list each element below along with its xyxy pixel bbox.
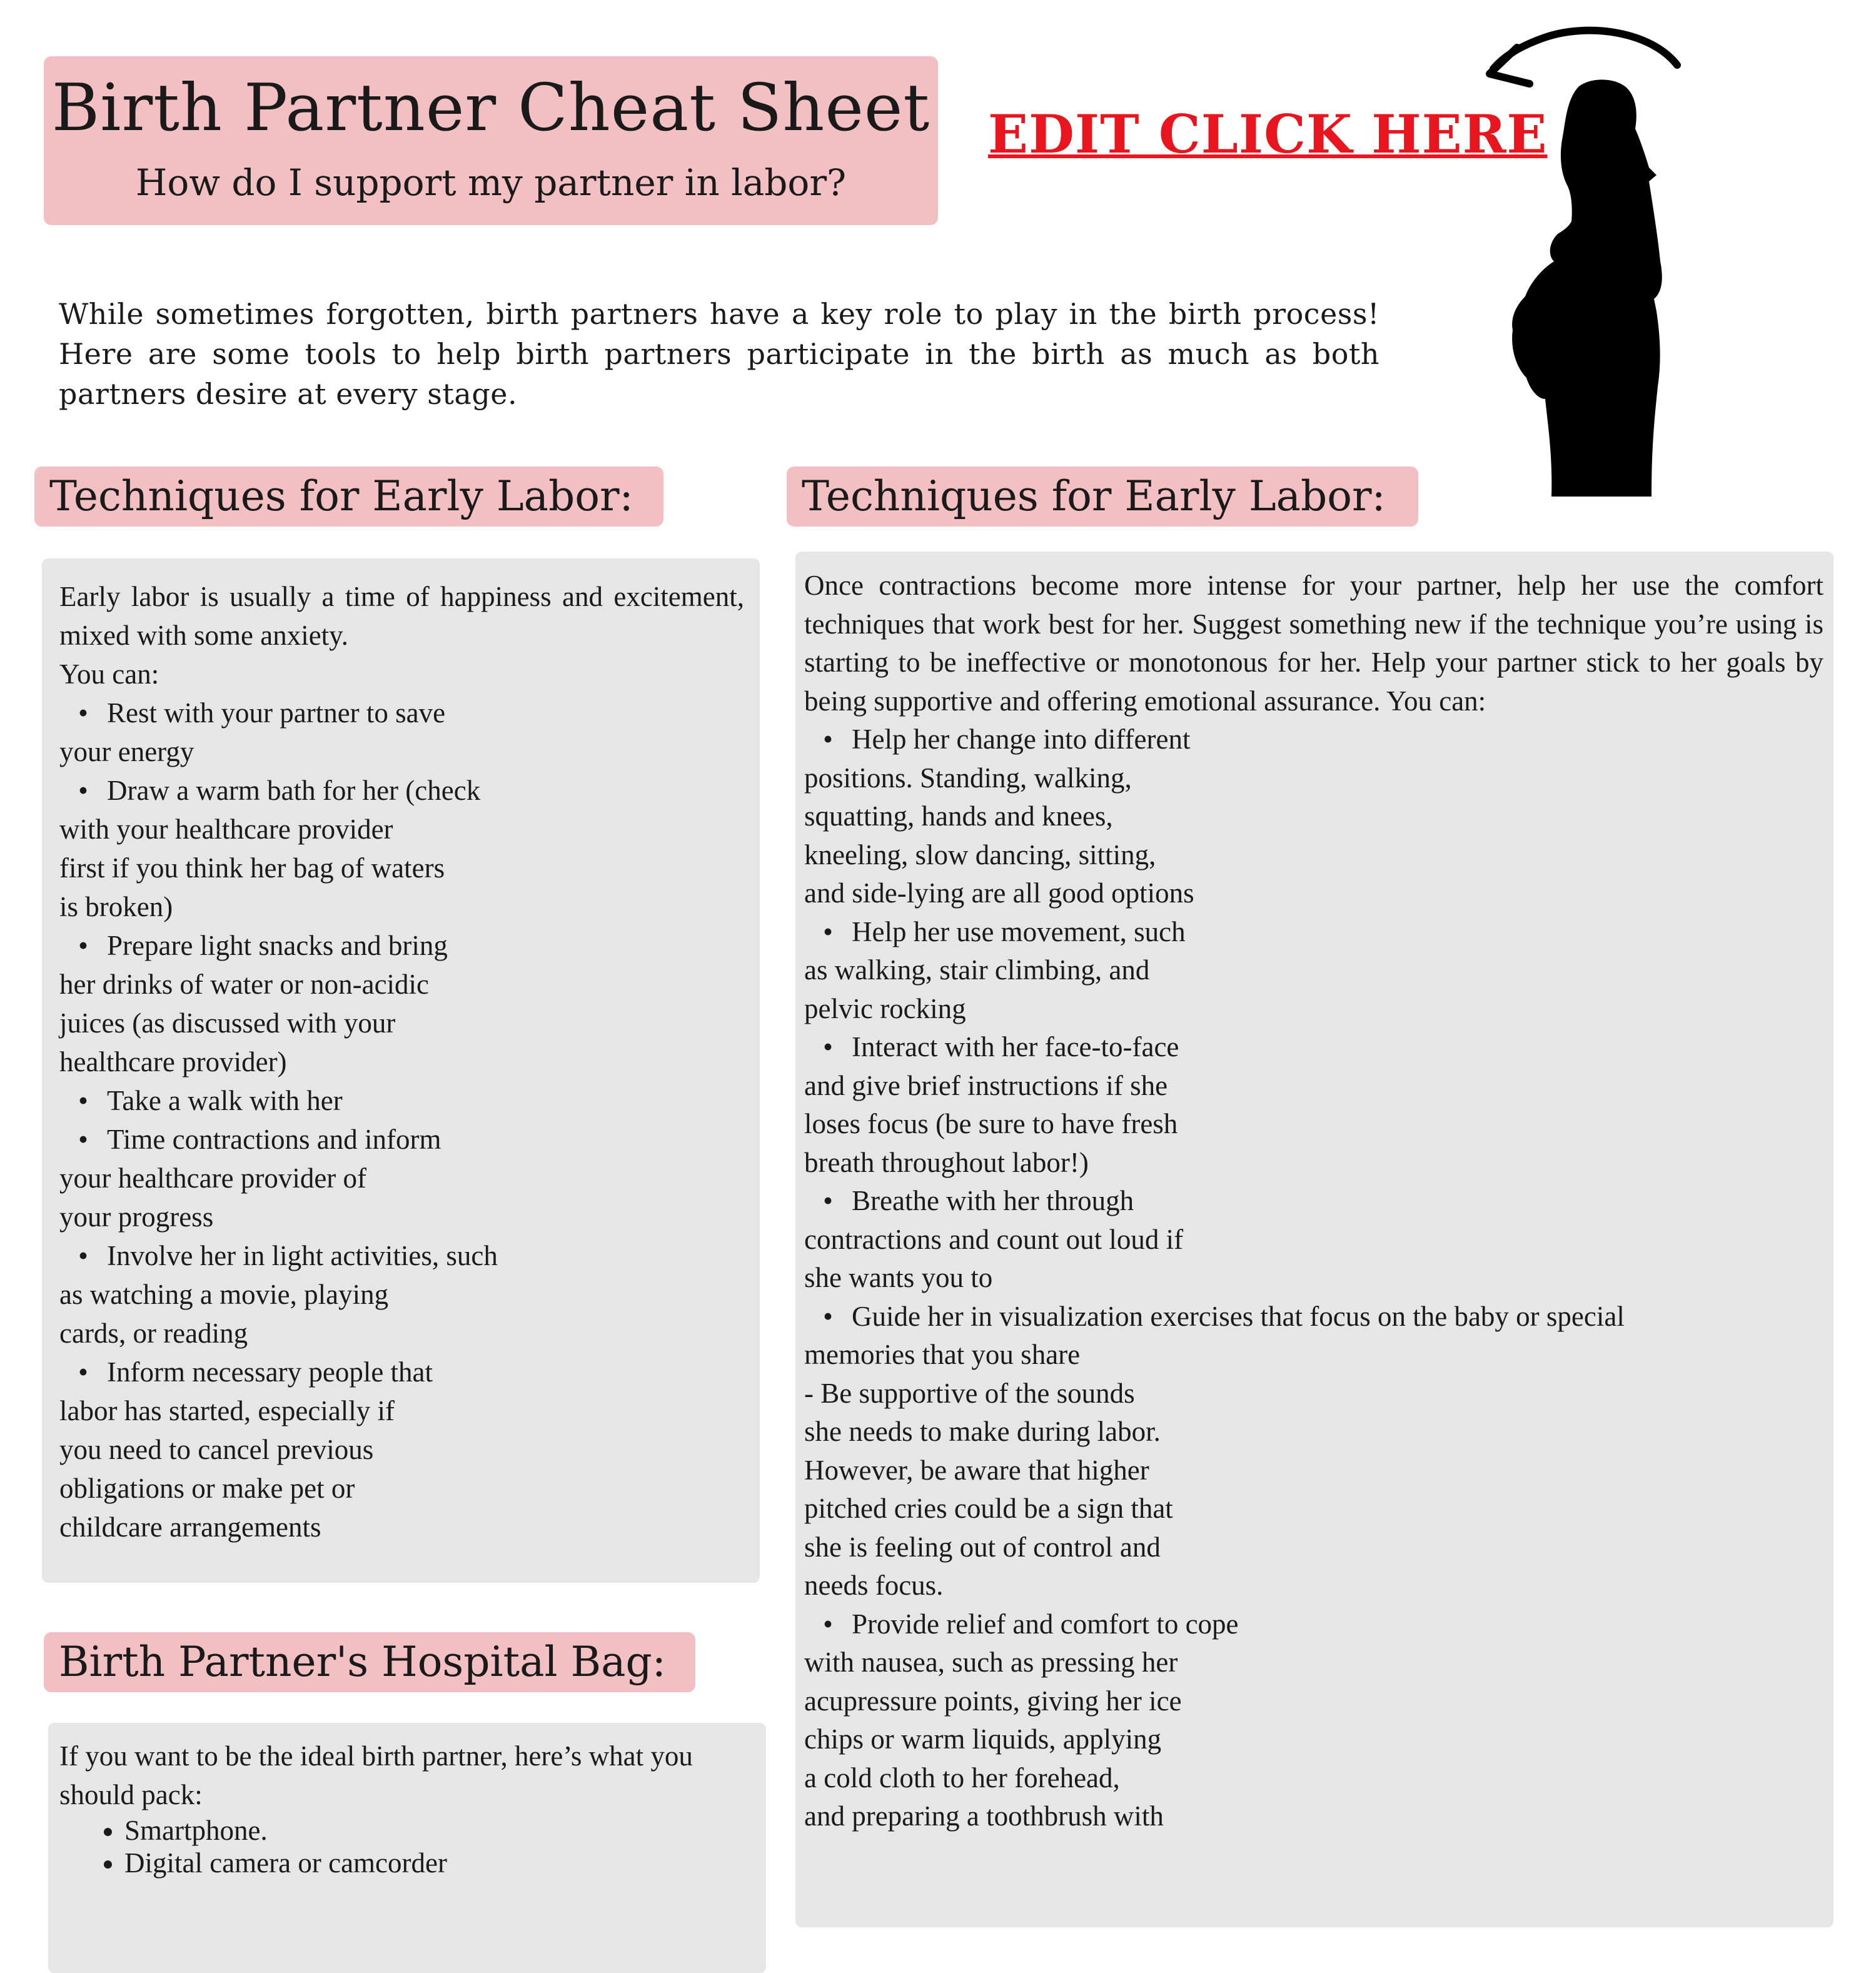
text-line: she wants you to [804,1262,993,1293]
text-line: and preparing a toothbrush with [804,1800,1164,1832]
text-line: childcare arrangements [59,1511,321,1543]
hospital-bag-list [59,1814,747,1879]
bullet-item: • Draw a warm bath for her (check [59,771,744,810]
text-line: as walking, stair climbing, and [804,954,1150,986]
text-line: with nausea, such as pressing her [804,1647,1178,1678]
text-line: first if you think her bag of waters [59,852,445,884]
title-banner [44,56,938,225]
text-line: as watching a movie, playing [59,1279,389,1310]
text-line: her drinks of water or non-acidic [59,969,430,1000]
text-line: juices (as discussed with your [59,1007,396,1039]
text-line: your energy [59,736,194,767]
bullet-item: • Provide relief and comfort to cope [804,1605,1823,1644]
page-title: Birth Partner Cheat Sheet [51,69,930,146]
text-line: healthcare provider) [59,1046,287,1077]
text-line: chips or warm liquids, applying [804,1723,1162,1755]
bullet-item: • Help her change into different [804,720,1823,759]
active-labor-intro: Once contractions become more intense for your partner, help her use the comfort techniques that work best for her. Suggest something new if the technique you’re using is starting to be ineffective or monotonous for her. Help your partner stick to her goals by being supportive and offering emotional assurance. You can: [804,570,1823,717]
text-line: labor has started, especially if [59,1395,395,1426]
text-line: you need to cancel previous [59,1434,374,1465]
bullet-item: • Involve her in light activities, such [59,1236,744,1275]
bullet-item: • Interact with her face-to-face [804,1028,1823,1067]
bullet-item: • Take a walk with her [59,1081,744,1120]
edit-link[interactable]: EDIT CLICK HERE [988,103,1548,165]
bullet-item: • Guide her in visualization exercises that focus on the baby or special [804,1298,1823,1336]
text-line: squatting, hands and knees, [804,800,1113,832]
bullet-item: • Rest with your partner to save [59,694,744,732]
page-subtitle: How do I support my partner in labor? [135,161,847,204]
pregnant-woman-silhouette-icon [1504,74,1685,499]
list-item: • Smartphone. [124,1814,747,1847]
text-line: loses focus (be sure to have fresh [804,1108,1178,1139]
text-line: your progress [59,1201,214,1233]
text-line: is broken) [59,891,173,922]
text-line: obligations or make pet or [59,1473,355,1504]
early-labor-panel [42,558,760,1583]
text-line: needs focus. [804,1570,944,1601]
text-line: and give brief instructions if she [804,1069,1168,1101]
text-line: However, be aware that higher [804,1454,1149,1486]
text-line: kneeling, slow dancing, sitting, [804,839,1156,870]
text-line: memories that you share [804,1339,1081,1370]
text-line: You can: [59,659,159,690]
text-line: your healthcare provider of [59,1163,367,1194]
bullet-item: • Inform necessary people that [59,1353,744,1391]
text-line: with your healthcare provider [59,814,393,845]
bullet-item: • Help her use movement, such [804,913,1823,952]
text-line: - Be supportive of the sounds [804,1377,1135,1409]
bullet-item: • Breathe with her through [804,1182,1823,1221]
hospital-bag-panel [48,1723,766,1973]
early-labor-heading-right: Techniques for Early Labor: [787,467,1418,527]
text-line: pitched cries could be a sign that [804,1493,1173,1524]
text-line: she is feeling out of control and [804,1531,1161,1563]
bullet-item: • Time contractions and inform [59,1120,744,1159]
active-labor-panel [795,552,1833,1927]
list-item: • Digital camera or camcorder [124,1847,747,1879]
hospital-bag-intro: If you want to be the ideal birth partner, here’s what you should pack: [59,1740,693,1810]
text-line: acupressure points, giving her ice [804,1685,1182,1717]
text-line: cards, or reading [59,1318,248,1349]
early-labor-heading-left: Techniques for Early Labor: [34,467,663,527]
intro-paragraph: While sometimes forgotten, birth partners have a key role to play in the birth process! Here are some tools to help birth partners participate in the birth as much as both partners desire at every stage. [59,297,1379,411]
bullet-item: • Prepare light snacks and bring [59,926,744,965]
text-line: and side-lying are all good options [804,877,1194,909]
text-line: a cold cloth to her forehead, [804,1762,1120,1794]
hospital-bag-heading: Birth Partner's Hospital Bag: [44,1632,695,1692]
early-labor-intro: Early labor is usually a time of happiness and excitement, mixed with some anxiety. [59,581,744,651]
text-line: positions. Standing, walking, [804,762,1132,794]
text-line: breath throughout labor!) [804,1146,1089,1178]
text-line: pelvic rocking [804,992,966,1024]
text-line: she needs to make during labor. [804,1416,1161,1447]
text-line: contractions and count out loud if [804,1223,1184,1255]
